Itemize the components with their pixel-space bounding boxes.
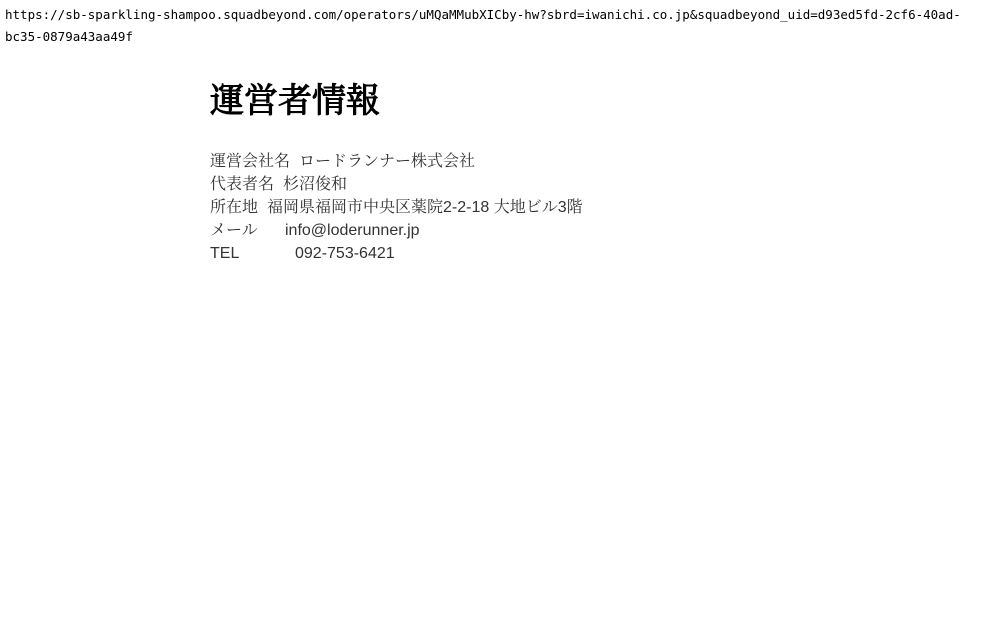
info-row-address: [210, 196, 1000, 219]
main-content: [210, 81, 1000, 265]
info-value: ロードランナー株式会社: [299, 152, 476, 170]
info-label: 代表者名: [210, 175, 275, 193]
info-label: 運営会社名: [210, 152, 291, 170]
info-value: 杉沼俊和: [283, 175, 348, 193]
info-label: 所在地: [210, 198, 259, 216]
page-title: 運営者情報: [210, 82, 380, 120]
info-label: TEL: [210, 244, 240, 262]
info-row-email: [210, 219, 1000, 242]
info-row-tel: [210, 242, 1000, 265]
info-value: 092-753-6421: [295, 244, 395, 262]
info-row-representative: [210, 173, 1000, 196]
operator-info-list: [210, 150, 1000, 265]
info-row-company: [210, 150, 1000, 173]
info-label: メール: [210, 221, 258, 239]
page-url: https://sb-sparkling-shampoo.squadbeyond.com/operators/uMQaMMubXICby-hw?sbrd=iwanichi.co.jp&squadbeyond_uid=d93ed5fd-2cf6-40ad-bc35-0879a43aa49f: [5, 7, 961, 44]
info-value: 福岡県福岡市中央区薬院2-2-18 大地ビル3階: [267, 198, 583, 216]
info-value: info@loderunner.jp: [285, 221, 420, 239]
